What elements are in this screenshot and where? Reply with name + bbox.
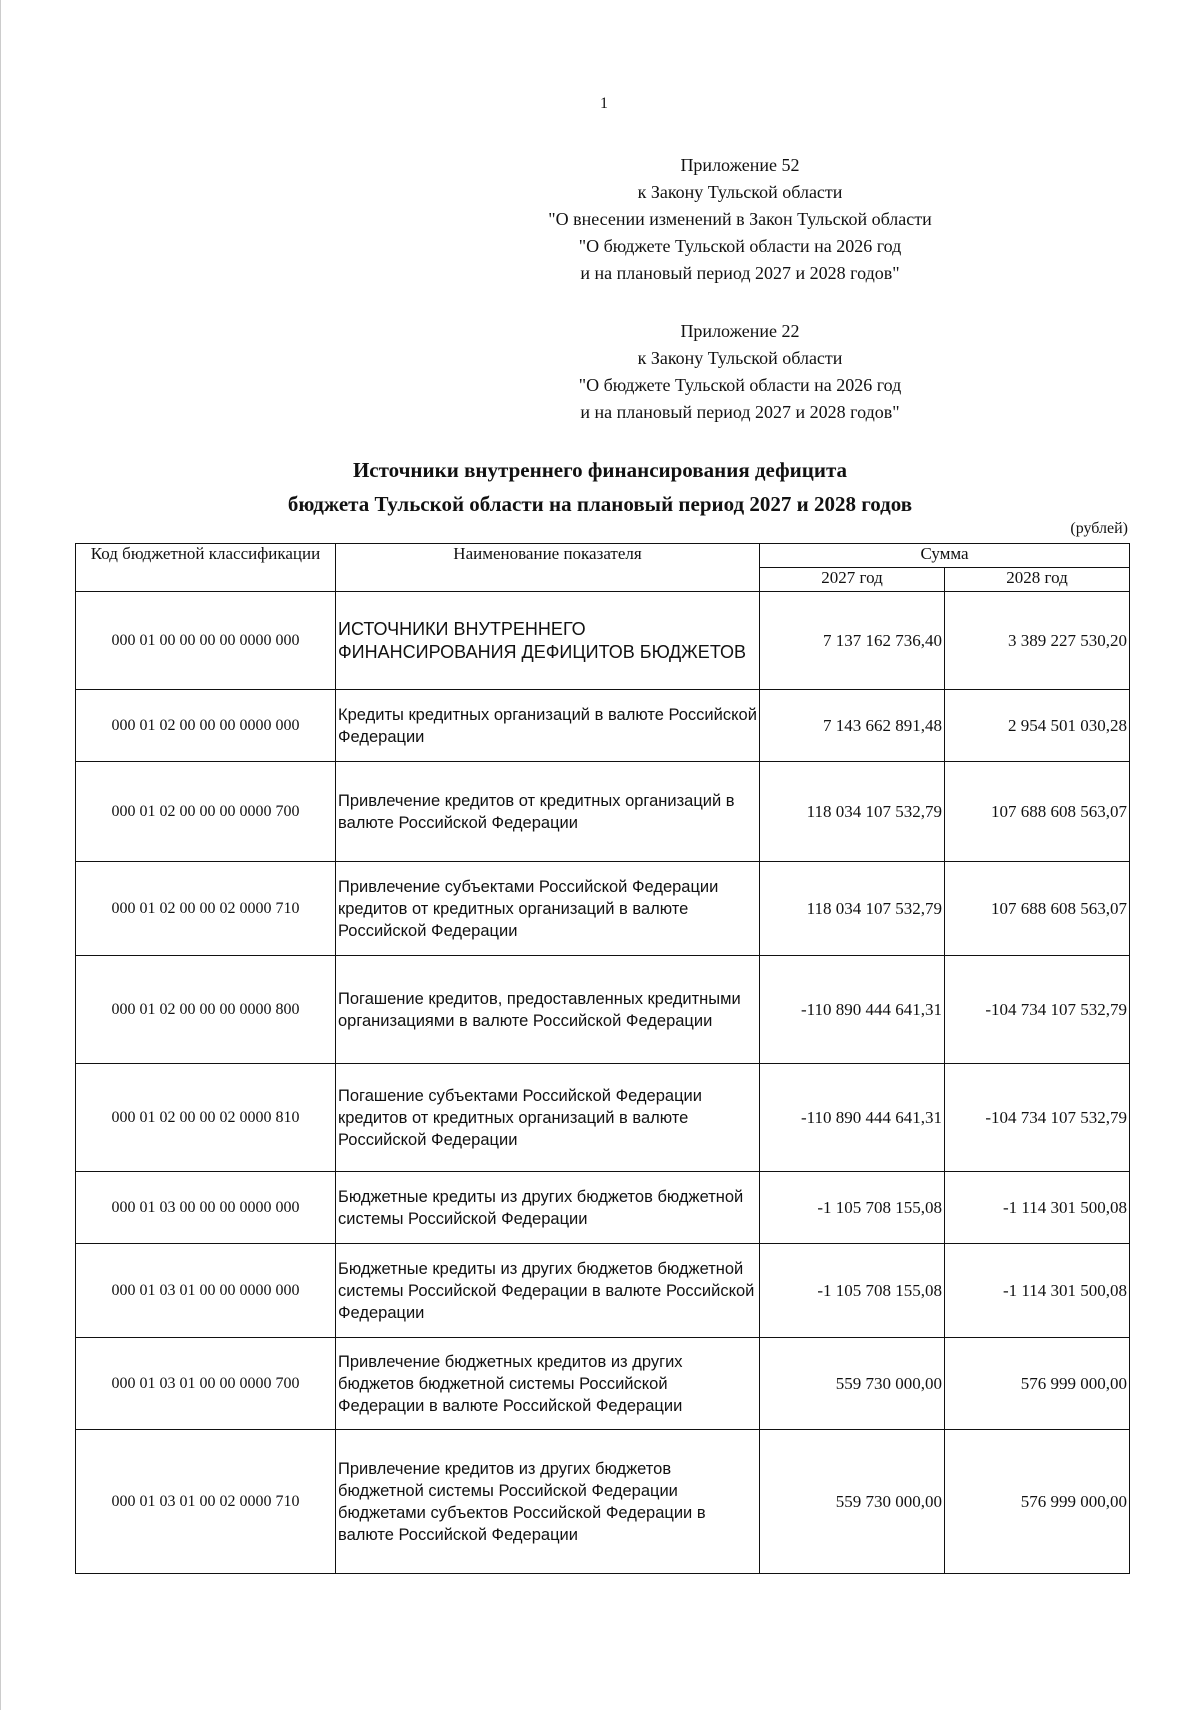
amount-2028: -1 114 301 500,08 — [945, 1172, 1130, 1244]
annex-22-line: к Закону Тульской области — [637, 348, 843, 368]
budget-code: 000 01 03 00 00 00 0000 000 — [76, 1172, 336, 1244]
header-name: Наименование показателя — [336, 544, 760, 592]
annex-22-line: "О бюджете Тульской области на 2026 год — [578, 375, 902, 395]
indicator-name: Погашение кредитов, предоставленных кредитными организациями в валюте Российской Федерации — [336, 956, 760, 1064]
document-title-line: бюджета Тульской области на плановый период 2027 и 2028 годов — [287, 492, 913, 516]
amount-2027: -110 890 444 641,31 — [760, 956, 945, 1064]
annex-22-header — [520, 318, 960, 426]
amount-2028: 576 999 000,00 — [945, 1430, 1130, 1574]
budget-code: 000 01 02 00 00 00 0000 700 — [76, 762, 336, 862]
indicator-name: Привлечение субъектами Российской Федерации кредитов от кредитных организаций в валюте Российской Федерации — [336, 862, 760, 956]
budget-code: 000 01 02 00 00 02 0000 810 — [76, 1064, 336, 1172]
table-row — [76, 690, 1130, 762]
table-row — [76, 592, 1130, 690]
indicator-name: Погашение субъектами Российской Федерации кредитов от кредитных организаций в валюте Российской Федерации — [336, 1064, 760, 1172]
amount-2027: -1 105 708 155,08 — [760, 1244, 945, 1338]
document-title — [75, 453, 1125, 521]
table-row — [76, 1064, 1130, 1172]
table-row — [76, 1430, 1130, 1574]
amount-2027: 7 137 162 736,40 — [760, 592, 945, 690]
amount-2028: -104 734 107 532,79 — [945, 956, 1130, 1064]
annex-52-line: Приложение 52 — [680, 155, 800, 175]
amount-2028: 576 999 000,00 — [945, 1338, 1130, 1430]
amount-2027: 118 034 107 532,79 — [760, 862, 945, 956]
amount-2027: -1 105 708 155,08 — [760, 1172, 945, 1244]
amount-2028: -1 114 301 500,08 — [945, 1244, 1130, 1338]
amount-2028: 3 389 227 530,20 — [945, 592, 1130, 690]
budget-code: 000 01 00 00 00 00 0000 000 — [76, 592, 336, 690]
amount-2027: 559 730 000,00 — [760, 1430, 945, 1574]
table-row — [76, 956, 1130, 1064]
page-edge-line — [0, 0, 1, 1710]
amount-2028: 107 688 608 563,07 — [945, 762, 1130, 862]
annex-22-line: Приложение 22 — [680, 321, 800, 341]
units-label: (рублей) — [1070, 520, 1128, 537]
indicator-name: Кредиты кредитных организаций в валюте Российской Федерации — [336, 690, 760, 762]
document-title-line: Источники внутреннего финансирования дефицита — [352, 458, 848, 482]
annex-52-line: "О бюджете Тульской области на 2026 год — [578, 236, 902, 256]
table-row — [76, 1338, 1130, 1430]
table-row — [76, 762, 1130, 862]
annex-52-line: "О внесении изменений в Закон Тульской области — [548, 209, 932, 229]
indicator-name: Бюджетные кредиты из других бюджетов бюджетной системы Российской Федерации в валюте Российской Федерации — [336, 1244, 760, 1338]
table-row — [76, 1244, 1130, 1338]
table-row — [76, 862, 1130, 956]
amount-2027: 7 143 662 891,48 — [760, 690, 945, 762]
indicator-name: ИСТОЧНИКИ ВНУТРЕННЕГО ФИНАНСИРОВАНИЯ ДЕФИЦИТОВ БЮДЖЕТОВ — [336, 592, 760, 690]
budget-code: 000 01 02 00 00 00 0000 000 — [76, 690, 336, 762]
budget-code: 000 01 03 01 00 00 0000 700 — [76, 1338, 336, 1430]
indicator-name: Привлечение кредитов из других бюджетов бюджетной системы Российской Федерации бюджетами субъектов Российской Федерации в валюте Российской Федерации — [336, 1430, 760, 1574]
budget-code: 000 01 03 01 00 00 0000 000 — [76, 1244, 336, 1338]
header-sum: Сумма — [760, 544, 1130, 568]
budget-code: 000 01 02 00 00 02 0000 710 — [76, 862, 336, 956]
header-year-2028: 2028 год — [945, 568, 1130, 592]
header-year-2027: 2027 год — [760, 568, 945, 592]
header-code: Код бюджетной классификации — [76, 544, 336, 592]
annex-52-line: к Закону Тульской области — [637, 182, 843, 202]
page-number: 1 — [600, 95, 608, 112]
amount-2028: -104 734 107 532,79 — [945, 1064, 1130, 1172]
budget-code: 000 01 03 01 00 02 0000 710 — [76, 1430, 336, 1574]
amount-2028: 2 954 501 030,28 — [945, 690, 1130, 762]
budget-sources-table — [75, 543, 1130, 1574]
indicator-name: Привлечение бюджетных кредитов из других бюджетов бюджетной системы Российской Федерации в валюте Российской Федерации — [336, 1338, 760, 1430]
table-row — [76, 1172, 1130, 1244]
amount-2027: -110 890 444 641,31 — [760, 1064, 945, 1172]
amount-2028: 107 688 608 563,07 — [945, 862, 1130, 956]
annex-22-line: и на плановый период 2027 и 2028 годов" — [580, 402, 900, 422]
indicator-name: Бюджетные кредиты из других бюджетов бюджетной системы Российской Федерации — [336, 1172, 760, 1244]
annex-52-line: и на плановый период 2027 и 2028 годов" — [580, 263, 900, 283]
indicator-name: Привлечение кредитов от кредитных организаций в валюте Российской Федерации — [336, 762, 760, 862]
budget-code: 000 01 02 00 00 00 0000 800 — [76, 956, 336, 1064]
amount-2027: 118 034 107 532,79 — [760, 762, 945, 862]
annex-52-header — [520, 152, 960, 287]
amount-2027: 559 730 000,00 — [760, 1338, 945, 1430]
